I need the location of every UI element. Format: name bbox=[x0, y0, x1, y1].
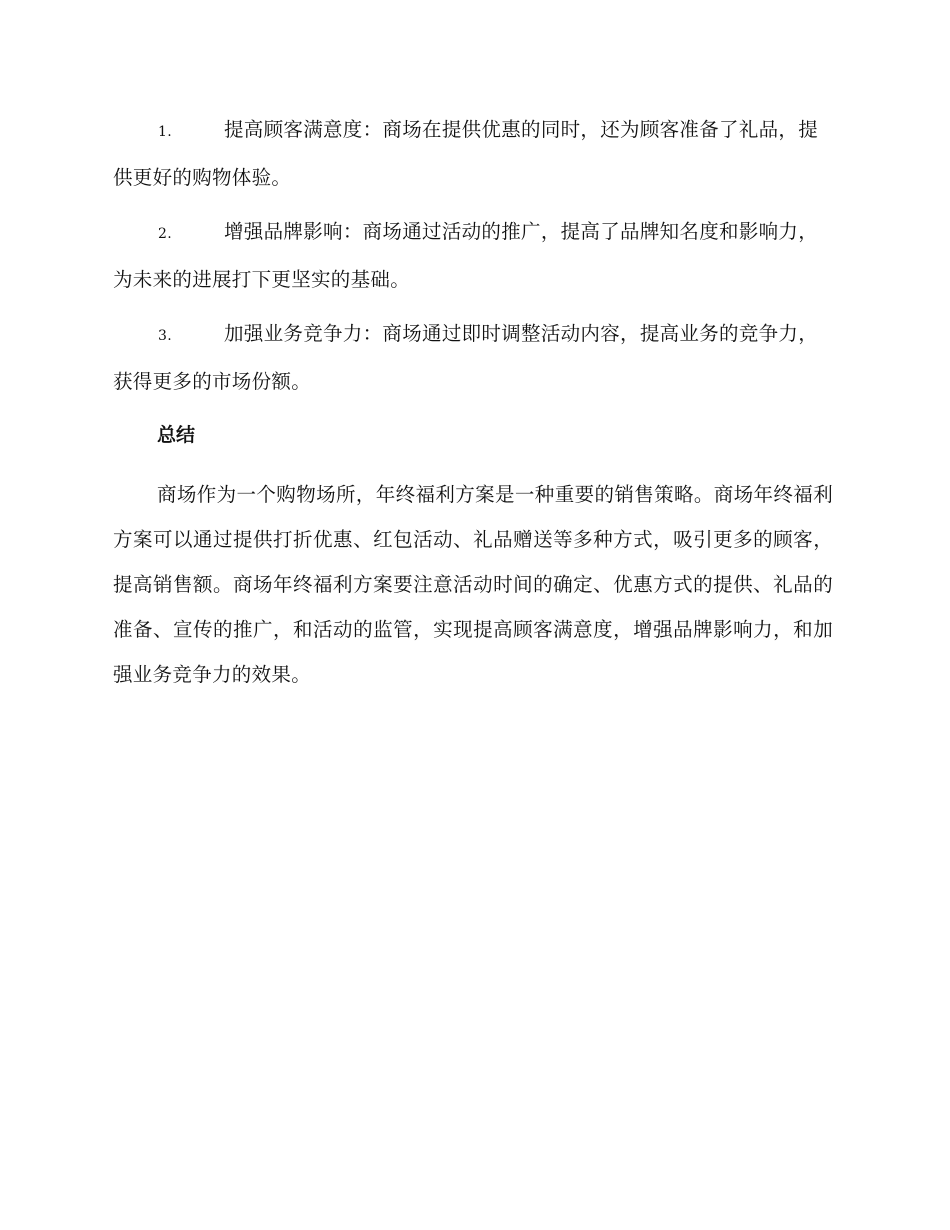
list-item-separator: ： bbox=[362, 322, 383, 345]
list-item-separator: ： bbox=[362, 118, 383, 141]
list-item bbox=[113, 107, 833, 200]
list-item-title: 增强品牌影响 bbox=[224, 220, 343, 243]
list-item-title: 加强业务竞争力 bbox=[224, 322, 363, 345]
list-item bbox=[113, 311, 833, 404]
list-item-separator: ： bbox=[342, 220, 363, 243]
list-number: 1. bbox=[158, 124, 172, 140]
list-item bbox=[113, 209, 833, 302]
list-item-text: 商场在提供优惠的同时，还为顾客准备了礼品，提供更好的购物体验。 bbox=[113, 118, 819, 189]
list-item-text: 商场通过即时调整活动内容，提高业务的竞争力，获得更多的市场份额。 bbox=[113, 322, 819, 393]
list-item-text: 商场通过活动的推广，提高了品牌知名度和影响力，为未来的进展打下更坚实的基础。 bbox=[113, 220, 819, 291]
list-item-title: 提高顾客满意度 bbox=[224, 118, 363, 141]
list-number: 3. bbox=[158, 328, 172, 344]
section-heading: 总结 bbox=[157, 424, 196, 446]
list-number: 2. bbox=[158, 226, 172, 242]
summary-paragraph: 商场作为一个购物场所，年终福利方案是一种重要的销售策略。商场年终福利方案可以通过提供打折优惠、红包活动、礼品赠送等多种方式，吸引更多的顾客，提高销售额。商场年终福利方案要注意活动时间的确定、优惠方式的提供、礼品的准备、宣传的推广，和活动的监管，实现提高顾客满意度，增强品牌影响力，和加强业务竞争力的效果。 bbox=[113, 483, 833, 686]
